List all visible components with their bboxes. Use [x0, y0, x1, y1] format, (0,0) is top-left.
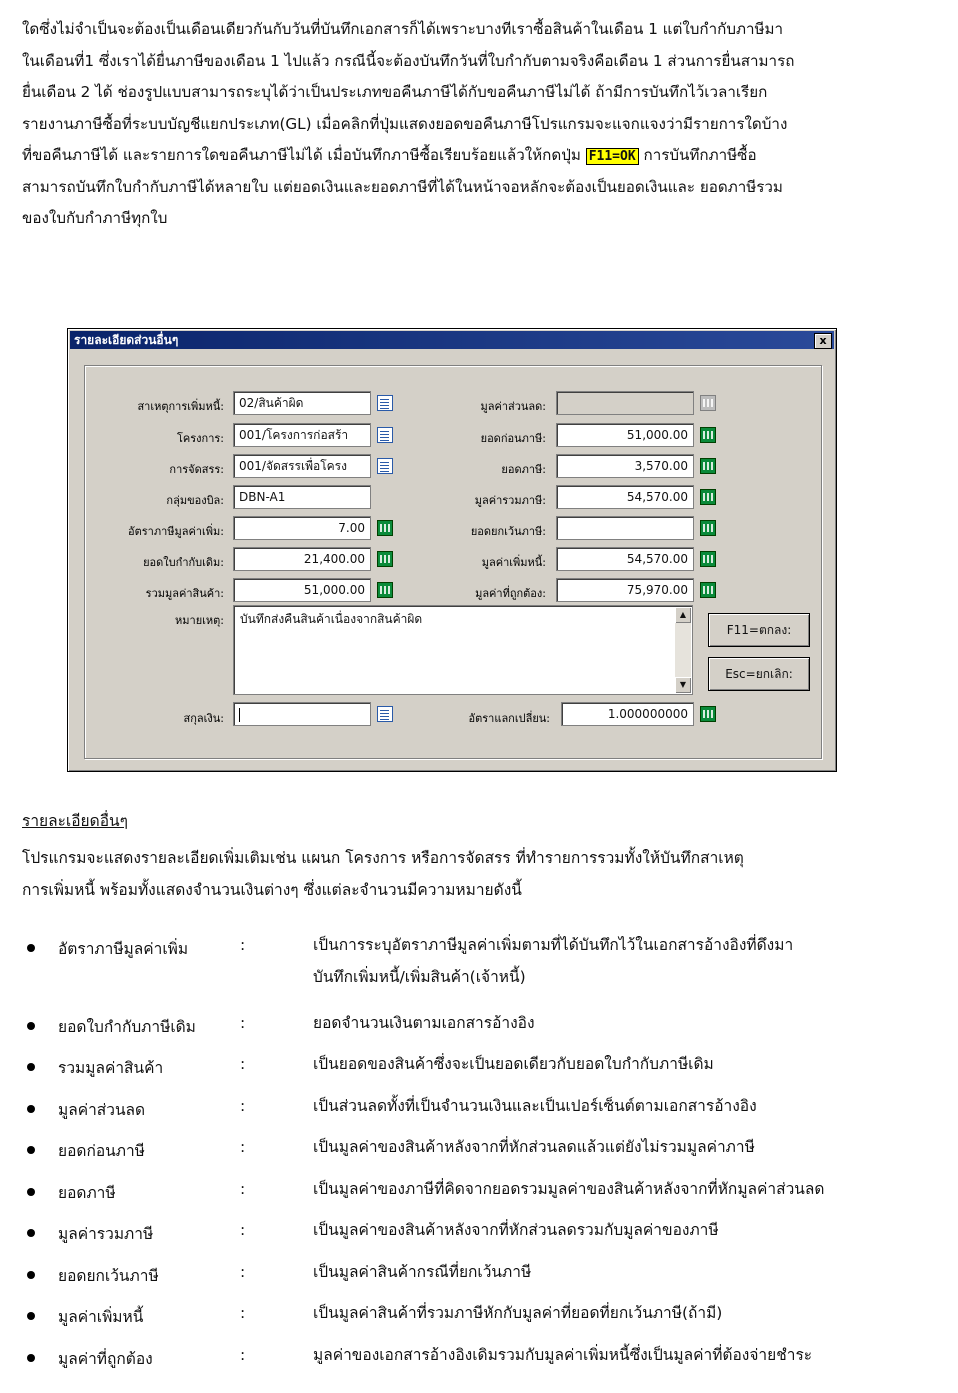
section-paragraph [22, 842, 942, 906]
tax-exempt-label: ยอดยกเว้นภาษี: [470, 525, 546, 538]
item-desc: เป็นส่วนลดทั้งที่เป็นจำนวนเงินและเป็นเปอร์เซ็นต์ตามเอกสารอ้างอิง [313, 1097, 757, 1115]
item-colon: : [240, 1221, 246, 1239]
intro-line: ยื่นเดือน 2 ได้ ช่องรูปแบบสามารถระบุได้ว่าเป็นประเภทขอคืนภาษีได้กับขอคืนภาษีไม่ได้ ถ้ามีการบันทึกไว้เวลาเรียก [22, 83, 768, 101]
item-colon: : [240, 1014, 246, 1032]
scroll-down-icon[interactable]: ▼ [675, 677, 691, 693]
total-with-tax-field[interactable]: 54,570.00 [556, 485, 694, 509]
f11-key-label: F11=OK [586, 148, 639, 165]
exchange-rate-label: อัตราแลกเปลี่ยน: [468, 712, 550, 725]
memo-text: บันทึกส่งคืนสินค้าเนื่องจากสินค้าผิด [240, 612, 423, 626]
intro-line: รายงานภาษีซื้อที่ระบบบัญชีแยกประเภท(GL) เมื่อคลิกที่ปุ่มแสดงยอดขอคืนภาษีโปรแกรมจะแจกแจงว่ามีรายการใดบ้าง [22, 114, 788, 133]
lookup-icon[interactable] [377, 706, 393, 722]
item-desc: มูลค่าของเอกสารอ้างอิงเดิมรวมกับมูลค่าเพิ่มหนี้ซึ่งเป็นมูลค่าที่ต้องจ่ายชำระ [313, 1346, 813, 1364]
bullet-icon [27, 1105, 35, 1113]
allocation-label: การจัดสรร: [169, 463, 224, 476]
currency-field[interactable] [233, 702, 371, 726]
details-dialog [67, 328, 837, 772]
bullet-icon [27, 1354, 35, 1362]
calculator-icon[interactable] [700, 706, 716, 722]
item-desc: เป็นมูลค่าสินค้ากรณีที่ยกเว้นภาษี [313, 1263, 532, 1281]
item-term: มูลค่าที่ถูกต้อง [58, 1350, 153, 1368]
reason-field[interactable]: 02/สินค้าผิด [233, 391, 371, 415]
pre-tax-field[interactable]: 51,000.00 [556, 423, 694, 447]
lookup-icon[interactable] [377, 395, 393, 411]
intro-line: ใดซึ่งไม่จำเป็นจะต้องเป็นเดือนเดียวกันกับวันที่บันทึกเอกสารก็ได้เพราะบางทีเราซื้อสินค้าในเดือน 1 แต่ใบกำกับภาษีมา [22, 20, 784, 38]
item-colon: : [240, 1138, 246, 1156]
bullet-icon [27, 1063, 35, 1071]
item-term: ยอดภาษี [58, 1184, 116, 1202]
correct-value-field[interactable]: 75,970.00 [556, 578, 694, 602]
intro-line: ของใบกับกำภาษีทุกใบ [22, 209, 168, 227]
bullet-icon [27, 1146, 35, 1154]
section-line: การเพิ่มหนี้ พร้อมทั้งแสดงจำนวนเงินต่างๆ ซึ่งแต่ละจำนวนมีความหมายดังนี้ [22, 881, 522, 899]
item-term: อัตราภาษีมูลค่าเพิ่ม [58, 940, 189, 958]
calculator-icon[interactable] [700, 427, 716, 443]
item-term: มูลค่าส่วนลด [58, 1101, 146, 1119]
bill-group-field[interactable]: DBN-A1 [233, 485, 371, 509]
item-desc: เป็นมูลค่าสินค้าที่รวมภาษีหักกับมูลค่าที่ยอดที่ยกเว้นภาษี(ถ้ามี) [313, 1304, 723, 1322]
discount-label: มูลค่าส่วนลด: [480, 400, 546, 413]
correct-value-label: มูลค่าที่ถูกต้อง: [475, 587, 546, 600]
memo-label: หมายเหตุ: [175, 614, 224, 627]
tax-amount-label: ยอดภาษี: [501, 463, 546, 476]
section-line: โปรแกรมจะแสดงรายละเอียดเพิ่มเติมเช่น แผนก โครงการ หรือการจัดสรร ที่ทำรายการรวมทั้งให้บันทึกสาเหตุ [22, 849, 744, 867]
item-colon: : [240, 1180, 246, 1198]
calculator-icon[interactable] [377, 520, 393, 536]
text-caret [239, 708, 240, 722]
ok-button[interactable]: F11=ตกลง: [708, 613, 810, 647]
lookup-icon[interactable] [377, 458, 393, 474]
intro-text: ที่ขอคืนภาษีได้ และรายการใดขอคืนภาษีไม่ได้ เมื่อบันทึกภาษีซื้อเรียบร้อยแล้วให้กดปุ่ม [22, 146, 586, 164]
section-title: รายละเอียดอื่นๆ [22, 812, 128, 830]
calculator-icon[interactable] [700, 489, 716, 505]
bullet-icon [27, 1022, 35, 1030]
total-with-tax-label: มูลค่ารวมภาษี: [474, 494, 546, 507]
item-term: มูลค่าเพิ่มหนี้ [58, 1308, 144, 1326]
intro-line: สามารถบันทึกใบกำกับภาษีได้หลายใบ แต่ยอดเงินและยอดภาษีที่ได้ในหน้าจอหลักจะต้องเป็นยอดเงินและ ยอดภาษีรวม [22, 177, 783, 196]
currency-label: สกุลเงิน: [183, 712, 224, 725]
item-colon: : [240, 1346, 246, 1364]
pre-tax-label: ยอดก่อนภาษี: [480, 432, 546, 445]
calculator-icon[interactable] [700, 551, 716, 567]
item-colon: : [240, 1304, 246, 1322]
item-term: มูลค่ารวมภาษี [58, 1225, 154, 1243]
bullet-icon [27, 1229, 35, 1237]
lookup-icon[interactable] [377, 427, 393, 443]
debit-increase-field[interactable]: 54,570.00 [556, 547, 694, 571]
bullet-icon [27, 1271, 35, 1279]
memo-textarea[interactable] [233, 605, 693, 695]
goods-total-label: รวมมูลค่าสินค้า: [145, 587, 224, 600]
item-desc: เป็นยอดของสินค้าซึ่งจะเป็นยอดเดียวกับยอดใบกำกับภาษีเดิม [313, 1055, 714, 1073]
original-invoice-label: ยอดใบกำกับเดิม: [143, 556, 224, 569]
intro-paragraph [22, 14, 942, 235]
calculator-icon[interactable] [700, 458, 716, 474]
project-field[interactable]: 001/โครงการก่อสร้า [233, 423, 371, 447]
vat-rate-field[interactable]: 7.00 [233, 516, 371, 540]
intro-text: การบันทึกภาษีซื้อ [638, 146, 757, 164]
vat-rate-label: อัตราภาษีมูลค่าเพิ่ม: [127, 525, 224, 538]
calculator-icon[interactable] [377, 582, 393, 598]
allocation-field[interactable]: 001/จัดสรรเพื่อโครง [233, 454, 371, 478]
calculator-icon[interactable] [377, 551, 393, 567]
intro-line: ในเดือนที่1 ซึ่งเราได้ยื่นภาษีของเดือน 1 ไปแล้ว กรณีนี้จะต้องบันทึกวันที่ใบกำกับตามจริงคือเดือน 1 ส่วนการยื่นสามารถ [22, 51, 795, 70]
item-term: ยอดยกเว้นภาษี [58, 1267, 159, 1285]
item-colon: : [240, 936, 246, 954]
item-desc: เป็นมูลค่าของสินค้าหลังจากที่หักส่วนลดรวมกับมูลค่าของภาษี [313, 1221, 719, 1239]
close-button[interactable]: x [814, 333, 832, 349]
bullet-icon [27, 1188, 35, 1196]
original-invoice-field[interactable]: 21,400.00 [233, 547, 371, 571]
item-desc: เป็นมูลค่าของสินค้าหลังจากที่หักส่วนลดแล้วแต่ยังไม่รวมมูลค่าภาษี [313, 1138, 755, 1156]
exchange-rate-field[interactable]: 1.000000000 [561, 702, 694, 726]
cancel-button[interactable]: Esc=ยกเลิก: [708, 657, 810, 691]
scroll-up-icon[interactable]: ▲ [675, 607, 691, 623]
dialog-titlebar [70, 331, 834, 349]
calculator-icon[interactable] [700, 582, 716, 598]
calculator-icon [700, 395, 716, 411]
item-colon: : [240, 1097, 246, 1115]
discount-field [556, 391, 694, 415]
project-label: โครงการ: [177, 432, 224, 445]
calculator-icon[interactable] [700, 520, 716, 536]
item-term: ยอดใบกำกับภาษีเดิม [58, 1018, 196, 1036]
desc-line: บันทึกเพิ่มหนี้/เพิ่มสินค้า(เจ้าหนี้) [313, 968, 526, 986]
dialog-title: รายละเอียดส่วนอื่นๆ [74, 333, 179, 347]
reason-label: สาเหตุการเพิ่มหนี้: [137, 400, 224, 413]
item-desc: ยอดจำนวนเงินตามเอกสารอ้างอิง [313, 1014, 535, 1032]
debit-increase-label: มูลค่าเพิ่มหนี้: [481, 556, 546, 569]
item-term: รวมมูลค่าสินค้า [58, 1059, 164, 1077]
item-colon: : [240, 1263, 246, 1281]
item-term: ยอดก่อนภาษี [58, 1142, 145, 1160]
bill-group-label: กลุ่มของบิล: [166, 494, 224, 507]
desc-line: เป็นการระบุอัตราภาษีมูลค่าเพิ่มตามที่ได้บันทึกไว้ในเอกสารอ้างอิงที่ดึงมา [313, 936, 794, 954]
bullet-icon [27, 944, 35, 952]
memo-scrollbar[interactable] [675, 607, 691, 693]
tax-exempt-field[interactable] [556, 516, 694, 540]
item-colon: : [240, 1055, 246, 1073]
item-desc: เป็นมูลค่าของภาษีที่คิดจากยอดรวมมูลค่าของสินค้าหลังจากที่หักมูลค่าส่วนลด [313, 1180, 825, 1198]
bullet-icon [27, 1312, 35, 1320]
goods-total-field[interactable]: 51,000.00 [233, 578, 371, 602]
item-desc [313, 929, 933, 993]
tax-amount-field[interactable]: 3,570.00 [556, 454, 694, 478]
intro-line [22, 140, 942, 172]
